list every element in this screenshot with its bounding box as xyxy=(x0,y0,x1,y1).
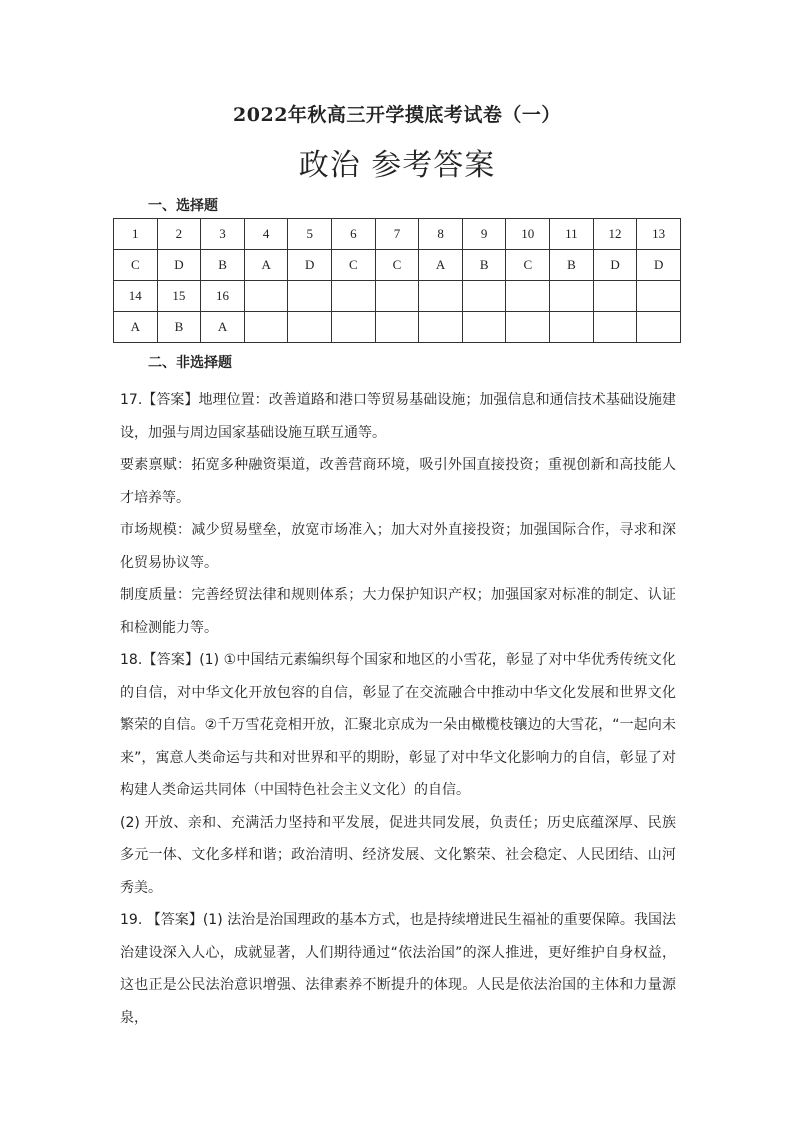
table-cell: C xyxy=(506,250,550,281)
table-cell xyxy=(288,312,332,343)
table-cell: 5 xyxy=(288,219,332,250)
table-cell: C xyxy=(375,250,419,281)
table-cell xyxy=(550,281,594,312)
answer-paragraph: 要素禀赋：拓宽多种融资渠道，改善营商环境，吸引外国直接投资；重视创新和高技能人才培养等。 xyxy=(120,457,676,506)
table-cell xyxy=(288,281,332,312)
table-cell xyxy=(332,312,376,343)
answer-paragraph: 18.【答案】(1) ①中国结元素编织每个国家和地区的小雪花，彰显了对中华优秀传统文化的自信，对中华文化开放包容的自信，彰显了在交流融合中推动中华文化发展和世界文化繁荣的自信。②千万雪花竞相开放，汇聚北京成为一朵由橄榄枝镶边的大雪花，“一起向未来”，寓意人类命运与共和对世界和平的期盼，彰显了对中华文化影响力的自信，彰显了对构建人类命运共同体（中国特色社会主义文化）的自信。 xyxy=(120,652,676,798)
answer-content xyxy=(120,384,676,1034)
table-cell xyxy=(462,281,506,312)
answer-paragraph: 制度质量：完善经贸法律和规则体系；大力保护知识产权；加强国家对标准的制定、认证和检测能力等。 xyxy=(120,587,676,636)
table-cell xyxy=(593,312,637,343)
table-cell: 7 xyxy=(375,219,419,250)
table-cell: D xyxy=(593,250,637,281)
table-cell xyxy=(419,312,463,343)
table-cell xyxy=(506,281,550,312)
table-cell xyxy=(637,312,681,343)
table-cell: A xyxy=(114,312,158,343)
table-cell: D xyxy=(637,250,681,281)
table-cell: 9 xyxy=(462,219,506,250)
table-row xyxy=(114,312,681,343)
table-row xyxy=(114,250,681,281)
table-cell xyxy=(244,312,288,343)
table-cell: A xyxy=(201,312,245,343)
table-cell xyxy=(637,281,681,312)
table-cell: 10 xyxy=(506,219,550,250)
table-cell: A xyxy=(244,250,288,281)
table-cell: D xyxy=(288,250,332,281)
section-heading-nonchoice: 二、非选择题 xyxy=(148,355,232,371)
table-cell: 15 xyxy=(157,281,201,312)
answer-paragraph: (2) 开放、亲和、充满活力坚持和平发展，促进共同发展，负责任；历史底蕴深厚、民族多元一体、文化多样和谐；政治清明、经济发展、文化繁荣、社会稳定、人民团结、山河秀美。 xyxy=(120,814,676,896)
table-cell: 6 xyxy=(332,219,376,250)
table-cell: 4 xyxy=(244,219,288,250)
table-cell: 14 xyxy=(114,281,158,312)
table-cell: D xyxy=(157,250,201,281)
table-cell xyxy=(375,281,419,312)
table-cell: 1 xyxy=(114,219,158,250)
table-cell: 2 xyxy=(157,219,201,250)
answer-paragraph: 17.【答案】地理位置：改善道路和港口等贸易基础设施；加强信息和通信技术基础设施建设，加强与周边国家基础设施互联互通等。 xyxy=(120,392,676,441)
table-cell: A xyxy=(419,250,463,281)
table-cell: 11 xyxy=(550,219,594,250)
table-cell: 3 xyxy=(201,219,245,250)
table-cell: 13 xyxy=(637,219,681,250)
table-cell xyxy=(593,281,637,312)
table-cell xyxy=(550,312,594,343)
table-cell xyxy=(244,281,288,312)
exam-subtitle: 政治 参考答案 xyxy=(298,148,496,183)
table-cell xyxy=(506,312,550,343)
table-cell xyxy=(332,281,376,312)
answer-table xyxy=(113,218,681,343)
table-cell: C xyxy=(332,250,376,281)
table-cell: 8 xyxy=(419,219,463,250)
table-cell: B xyxy=(201,250,245,281)
table-cell xyxy=(462,312,506,343)
exam-title: 2022年秋高三开学摸底考试卷（一） xyxy=(233,104,561,126)
table-row xyxy=(114,281,681,312)
section-heading-choice: 一、选择题 xyxy=(148,198,218,214)
table-cell: B xyxy=(157,312,201,343)
answer-paragraph: 市场规模：减少贸易壁垒，放宽市场准入；加大对外直接投资；加强国际合作，寻求和深化贸易协议等。 xyxy=(120,522,676,571)
table-cell xyxy=(419,281,463,312)
table-cell: B xyxy=(550,250,594,281)
answer-paragraph: 19. 【答案】(1) 法治是治国理政的基本方式，也是持续增进民生福祉的重要保障。我国法治建设深入人心，成就显著，人们期待通过“依法治国”的深人推进，更好维护自身权益，这也正是公民法治意识增强、法律素养不断提升的体现。人民是依法治国的主体和力量源泉， xyxy=(120,912,676,1026)
table-cell: 16 xyxy=(201,281,245,312)
table-cell xyxy=(375,312,419,343)
table-cell: 12 xyxy=(593,219,637,250)
table-cell: B xyxy=(462,250,506,281)
table-row xyxy=(114,219,681,250)
table-cell: C xyxy=(114,250,158,281)
